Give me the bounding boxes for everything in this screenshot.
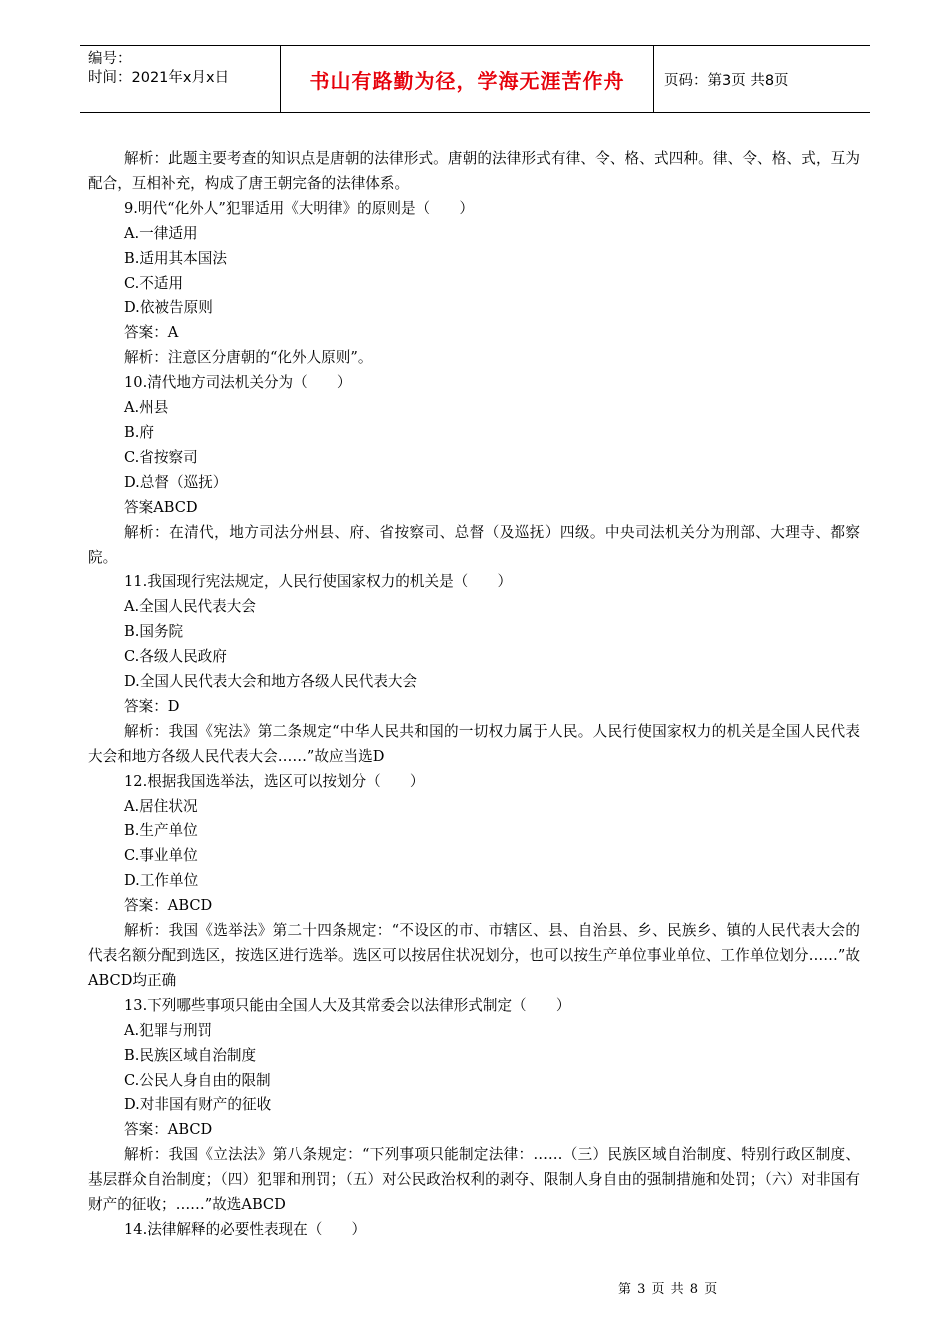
document-line: A.犯罪与刑罚	[124, 1021, 213, 1039]
document-body	[88, 147, 860, 1243]
document-line: A.居住状况	[124, 797, 198, 815]
document-line: 9.明代“化外人”犯罪适用《大明律》的原则是（ ）	[124, 199, 474, 217]
header-page-info: 页码：第3页 共8页	[664, 72, 789, 89]
document-line: C.不适用	[124, 274, 184, 292]
document-time-label: 时间：2021年x月x日	[88, 70, 230, 86]
document-line: A.州县	[124, 399, 169, 417]
header-meta	[80, 46, 280, 112]
document-line: 10.清代地方司法机关分为（ ）	[124, 374, 352, 392]
header-motto: 书山有路勤为径，学海无涯苦作舟	[280, 46, 654, 112]
document-line: D.全国人民代表大会和地方各级人民代表大会	[124, 673, 418, 691]
document-line: B.府	[124, 423, 154, 441]
document-line: C.事业单位	[124, 847, 198, 865]
document-line: 解析：我国《选举法》第二十四条规定：“不设区的市、市辖区、县、自治县、乡、民族乡、镇的人民代表大会的代表名额分配到选区，按选区进行选举。选区可以按居住状况划分，也可以按生产单位事业单位、工作单位划分……”故ABCD均正确	[88, 922, 860, 989]
document-line: 解析：此题主要考查的知识点是唐朝的法律形式。唐朝的法律形式有律、令、格、式四种。律、令、格、式，互为配合，互相补充，构成了唐王朝完备的法律体系。	[88, 150, 860, 192]
document-line: 答案ABCD	[124, 498, 198, 516]
document-number-label: 编号：	[88, 51, 132, 67]
document-line: A.一律适用	[124, 224, 198, 242]
document-line: 14.法律解释的必要性表现在（ ）	[124, 1220, 367, 1238]
page-footer: 第 3 页 共 8 页	[618, 1282, 719, 1297]
document-line: B.民族区域自治制度	[124, 1046, 257, 1064]
document-line: 解析：注意区分唐朝的“化外人原则”。	[124, 349, 373, 367]
document-line: 13.下列哪些事项只能由全国人大及其常委会以法律形式制定（ ）	[124, 996, 571, 1014]
document-line: D.总督（巡抚）	[124, 473, 228, 491]
document-line: C.省按察司	[124, 448, 198, 466]
document-line: 12.根据我国选举法，选区可以按划分（ ）	[124, 772, 425, 790]
document-line: D.依被告原则	[124, 299, 213, 317]
document-line: 答案：A	[124, 324, 179, 342]
document-line: C.各级人民政府	[124, 648, 227, 666]
document-line: B.国务院	[124, 623, 184, 641]
document-line: D.对非国有财产的征收	[124, 1096, 272, 1114]
document-line: C.公民人身自由的限制	[124, 1071, 271, 1089]
document-line: A.全国人民代表大会	[124, 598, 256, 616]
document-line: 答案：ABCD	[124, 1121, 213, 1139]
page-header	[80, 45, 870, 113]
document-line: 答案：ABCD	[124, 897, 213, 915]
document-line: 答案：D	[124, 697, 180, 715]
document-line: B.适用其本国法	[124, 249, 227, 267]
document-line: 11.我国现行宪法规定，人民行使国家权力的机关是（ ）	[124, 573, 513, 591]
document-line: B.生产单位	[124, 822, 198, 840]
document-line: D.工作单位	[124, 872, 199, 890]
document-line: 解析：我国《立法法》第八条规定：“下列事项只能制定法律：……（三）民族区域自治制度、特别行政区制度、基层群众自治制度；（四）犯罪和刑罚；（五）对公民政治权利的剥夺、限制人身自由的强制措施和处罚；（六）对非国有财产的征收；……”故选ABCD	[88, 1146, 860, 1214]
document-line: 解析：我国《宪法》第二条规定“中华人民共和国的一切权力属于人民。人民行使国家权力的机关是全国人民代表大会和地方各级人民代表大会……”故应当选D	[88, 722, 860, 765]
document-line: 解析：在清代，地方司法分州县、府、省按察司、总督（及巡抚）四级。中央司法机关分为刑部、大理寺、都察院。	[88, 523, 860, 566]
